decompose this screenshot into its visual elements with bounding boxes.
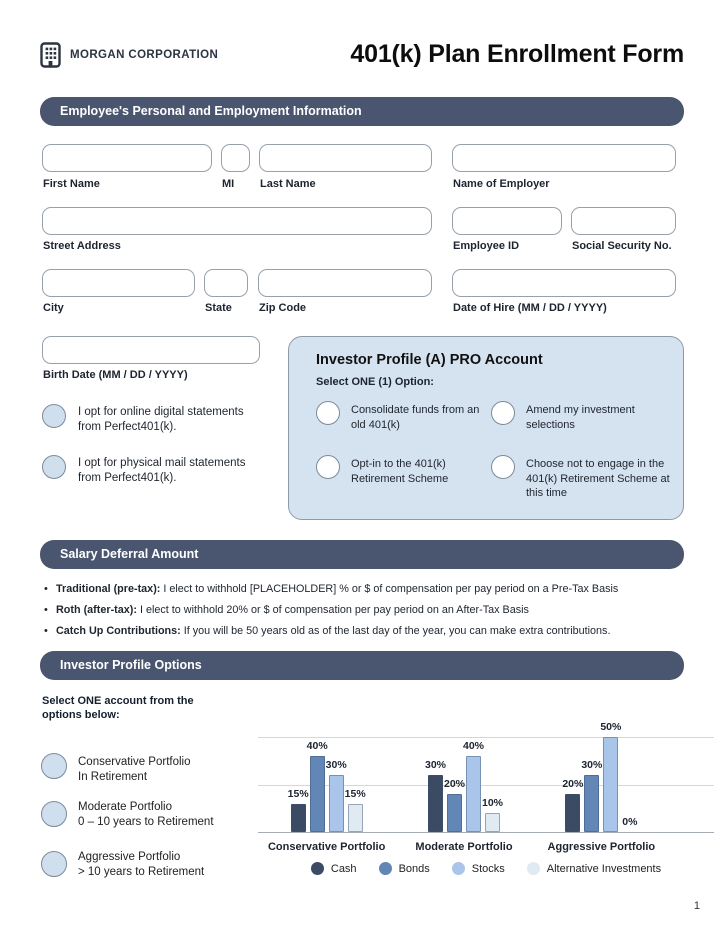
physical-statements-label: I opt for physical mail statements from Perfect401(k).	[78, 457, 246, 484]
legend-label: Stocks	[471, 862, 505, 875]
gridline-50	[258, 737, 714, 738]
bar-value-label: 40%	[462, 740, 485, 752]
city-input[interactable]	[42, 269, 195, 297]
pro-option-optin-label: Opt-in to the 401(k) Retirement Scheme	[351, 458, 449, 485]
bar-value-label: 30%	[581, 759, 603, 771]
bullet-catchup-text: If you will be 50 years old as of the last day of the year, you can make extra contributions.	[180, 625, 611, 637]
category-label-moderate-portfolio: Moderate Portfolio	[415, 841, 513, 853]
mi-input[interactable]	[221, 144, 250, 172]
pro-account-title: Investor Profile (A) PRO Account	[316, 352, 543, 368]
moderate-line1: Moderate Portfolio	[78, 801, 172, 813]
legend-label: Alternative Investments	[546, 862, 662, 875]
city-label: City	[43, 302, 64, 314]
pro-option-amend-radio[interactable]	[491, 401, 515, 425]
bar-value-label: 10%	[481, 797, 504, 809]
hire-date-input[interactable]	[452, 269, 676, 297]
bar-value-label: 40%	[306, 740, 328, 752]
bullet-catchup	[56, 625, 610, 637]
birth-date-label: Birth Date (MM / DD / YYYY)	[43, 369, 188, 381]
bullet-traditional-bold: Traditional (pre-tax):	[56, 583, 161, 595]
bar-value-label: 20%	[562, 778, 584, 790]
legend-label: Cash	[330, 862, 357, 875]
first-name-input[interactable]	[42, 144, 212, 172]
bullet-roth	[56, 604, 529, 616]
street-address-input[interactable]	[42, 207, 432, 235]
employee-id-label: Employee ID	[453, 240, 520, 252]
x-axis-line	[258, 832, 714, 833]
company-logo	[40, 42, 218, 68]
bar-alternative-investments-conservative-portfolio	[348, 804, 363, 833]
hire-date-label: Date of Hire (MM / DD / YYYY)	[453, 302, 607, 314]
moderate-line2: 0 – 10 years to Retirement	[78, 815, 214, 828]
legend-item-cash	[311, 862, 357, 875]
pro-option-optin-radio[interactable]	[316, 455, 340, 479]
bullet-roth-bold: Roth (after-tax):	[56, 604, 137, 616]
gridline-25	[258, 785, 714, 786]
aggressive-portfolio-radio[interactable]	[41, 851, 67, 877]
moderate-portfolio-radio[interactable]	[41, 801, 67, 827]
aggressive-portfolio-label	[78, 850, 204, 879]
first-name-label: First Name	[43, 178, 100, 190]
physical-statements-radio[interactable]	[42, 455, 66, 479]
legend-item-alternative-investments	[527, 862, 661, 875]
page-number: 1	[693, 900, 700, 912]
bar-bonds-moderate-portfolio	[447, 794, 462, 832]
zip-label: Zip Code	[259, 302, 307, 314]
conservative-portfolio-radio[interactable]	[41, 753, 67, 779]
form-title: 401(k) Plan Enrollment Form	[350, 40, 684, 68]
pro-option-consolidate-label: Consolidate funds from an old 401(k)	[351, 404, 480, 431]
investor-prompt: Select ONE account from the options below:	[42, 695, 194, 721]
state-label: State	[205, 302, 232, 314]
bar-value-label: 50%	[600, 721, 622, 733]
chart-legend	[258, 862, 714, 875]
pro-option-decline-radio[interactable]	[491, 455, 515, 479]
pro-option-amend-label: Amend my investment selections	[526, 404, 635, 431]
company-name: MORGAN CORPORATION	[70, 49, 219, 61]
bar-cash-aggressive-portfolio	[565, 794, 580, 832]
pro-option-consolidate-radio[interactable]	[316, 401, 340, 425]
category-label-conservative-portfolio: Conservative Portfolio	[267, 841, 386, 853]
legend-item-bonds	[379, 862, 430, 875]
legend-label: Bonds	[398, 862, 430, 875]
digital-statements-radio[interactable]	[42, 404, 66, 428]
conservative-line2: In Retirement	[78, 770, 148, 783]
moderate-portfolio-label	[78, 800, 214, 829]
legend-item-stocks	[452, 862, 505, 875]
bar-alternative-investments-moderate-portfolio	[485, 813, 500, 832]
bar-value-label: 15%	[344, 787, 366, 800]
pro-account-subtitle: Select ONE (1) Option:	[316, 376, 434, 388]
legend-dot-stocks	[452, 862, 465, 875]
ssn-label: Social Security No.	[572, 240, 672, 252]
bullet-catchup-bold: Catch Up Contributions:	[56, 625, 181, 637]
bar-cash-conservative-portfolio	[291, 804, 306, 833]
conservative-line1: Conservative Portfolio	[78, 756, 191, 768]
portfolio-allocation-chart	[258, 712, 714, 890]
bar-value-label: 30%	[424, 759, 447, 771]
street-address-label: Street Address	[43, 240, 121, 252]
employer-input[interactable]	[452, 144, 676, 172]
bar-stocks-moderate-portfolio	[466, 756, 481, 832]
bar-cash-moderate-portfolio	[428, 775, 443, 832]
bar-value-label: 15%	[287, 787, 309, 800]
legend-dot-cash	[311, 862, 324, 875]
employer-label: Name of Employer	[453, 178, 550, 190]
section-personal-header: Employee's Personal and Employment Information	[40, 97, 684, 126]
section-investor-header: Investor Profile Options	[40, 651, 684, 680]
pro-account-box	[288, 336, 684, 520]
bar-value-label: 30%	[325, 759, 347, 771]
zip-input[interactable]	[258, 269, 432, 297]
legend-dot-alternative-investments	[527, 862, 540, 875]
birth-date-input[interactable]	[42, 336, 260, 364]
ssn-input[interactable]	[571, 207, 676, 235]
pro-option-decline-label: Choose not to engage in the 401(k) Retirement Scheme at this time	[526, 458, 670, 499]
bullet-roth-text: I elect to withhold 20% or $ of compensation per pay period on an After-Tax Basis	[136, 604, 529, 616]
state-input[interactable]	[204, 269, 248, 297]
bar-value-label: 20%	[443, 778, 466, 790]
section-salary-header: Salary Deferral Amount	[40, 540, 684, 569]
bar-stocks-aggressive-portfolio	[603, 737, 618, 832]
digital-statements-label: I opt for online digital statements from Perfect401(k).	[78, 406, 244, 433]
last-name-label: Last Name	[260, 178, 316, 190]
category-label-aggressive-portfolio: Aggressive Portfolio	[547, 841, 656, 853]
mi-label: MI	[222, 178, 235, 190]
bar-bonds-aggressive-portfolio	[584, 775, 599, 832]
building-icon	[40, 42, 61, 68]
bullet-traditional-text: I elect to withhold [PLACEHOLDER] % or $ of compensation per pay period on a Pre-Tax Basis	[160, 583, 619, 595]
employee-id-input[interactable]	[452, 207, 562, 235]
bar-stocks-conservative-portfolio	[329, 775, 344, 832]
last-name-input[interactable]	[259, 144, 432, 172]
aggressive-line1: Aggressive Portfolio	[78, 851, 181, 863]
aggressive-line2: > 10 years to Retirement	[78, 865, 205, 878]
bar-bonds-conservative-portfolio	[310, 756, 325, 832]
legend-dot-bonds	[379, 862, 392, 875]
bullet-traditional	[56, 583, 618, 595]
bar-value-label: 0%	[622, 816, 638, 828]
conservative-portfolio-label	[78, 755, 191, 784]
